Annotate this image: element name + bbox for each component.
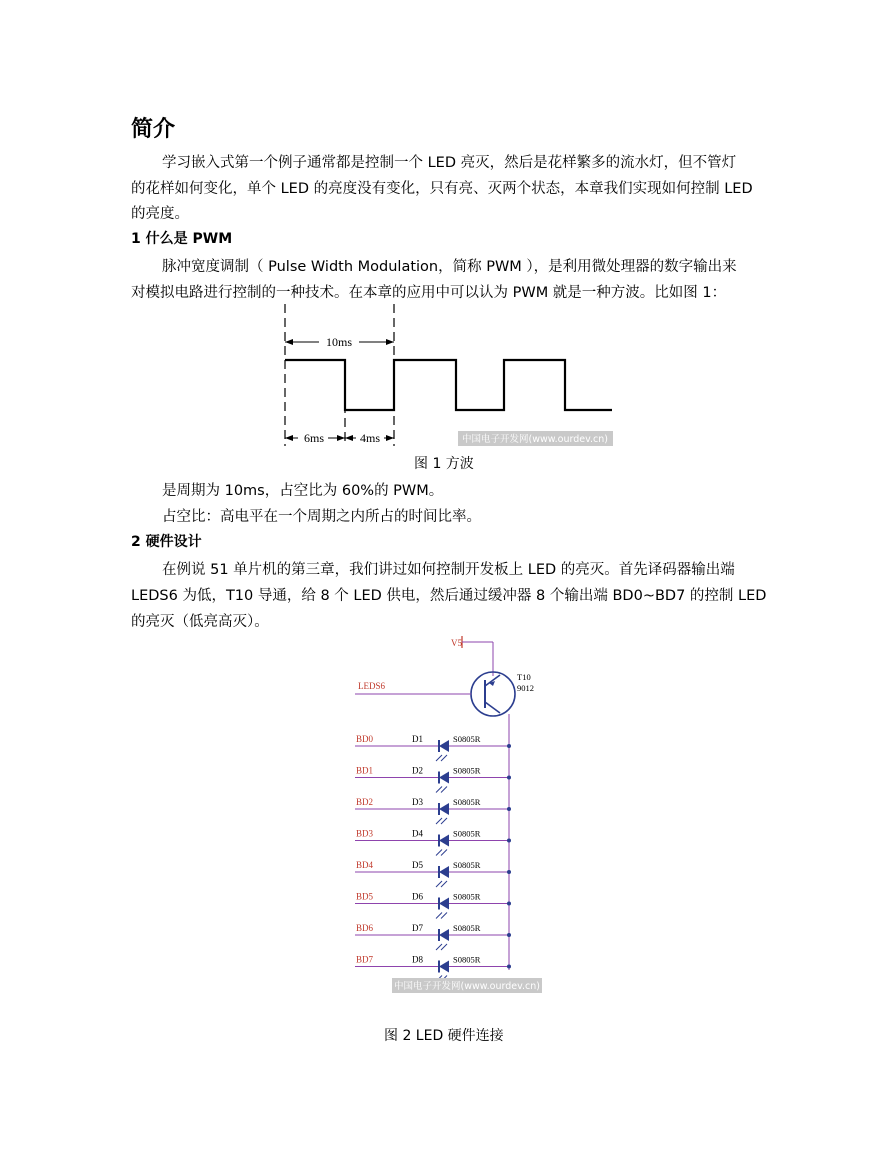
led-ref: D1 (412, 734, 423, 744)
junction-dot (507, 870, 511, 874)
emission-arrow-icon (436, 913, 442, 919)
intro-line-3: 的亮度。 (131, 206, 189, 222)
junction-dot (507, 933, 511, 937)
led-diode-icon (439, 929, 449, 941)
emission-arrow-icon (436, 787, 442, 793)
net-label: BD0 (356, 734, 374, 744)
section-2-line-1: 在例说 51 单片机的第三章，我们讲过如何控制开发板上 LED 的亮灭。首先译码器输出端 (162, 562, 735, 578)
emission-arrow-icon (436, 755, 442, 761)
led-ref: D8 (412, 954, 423, 965)
junction-dot (507, 902, 511, 906)
emission-arrow-icon (436, 850, 442, 856)
led-row (355, 860, 511, 887)
led-part: S0805R (453, 954, 481, 965)
led-diode-icon (439, 772, 449, 784)
led-row (355, 734, 511, 761)
net-label: BD3 (356, 828, 374, 839)
figure-1-caption: 图 1 方波 (414, 456, 474, 472)
supply-label: V5 (451, 638, 462, 648)
net-label: BD1 (356, 765, 374, 776)
section-2-line-3: 的亮灭（低亮高灭）。 (131, 614, 269, 630)
junction-dot (507, 807, 511, 811)
section-2-line-2: LEDS6 为低，T10 导通，给 8 个 LED 供电，然后通过缓冲器 8 个输出端 BD0~BD7 的控制 LED (131, 588, 767, 604)
led-diode-icon (439, 835, 449, 847)
led-row (355, 766, 511, 793)
led-ref: D7 (412, 923, 423, 933)
emission-arrow-icon (436, 818, 442, 824)
led-ref: D6 (412, 891, 423, 902)
figure-1-watermark: 中国电子开发网(www.ourdev.cn) (462, 434, 608, 445)
junction-dot (507, 776, 511, 780)
junction-dot (507, 744, 511, 748)
led-row (355, 829, 511, 856)
section-1-line-2: 对模拟电路进行控制的一种技术。在本章的应用中可以认为 PWM 就是一种方波。比如图 1： (131, 285, 727, 301)
led-row (355, 955, 511, 982)
led-diode-icon (439, 803, 449, 815)
page-title: 简介 (131, 117, 176, 142)
led-ref: D2 (412, 765, 423, 776)
section-1-line-1: 脉冲宽度调制（ Pulse Width Modulation，简称 PWM ），是利用微处理器的数字输出来 (162, 259, 737, 275)
figure-2-caption: 图 2 LED 硬件连接 (384, 1028, 504, 1044)
led-diode-icon (439, 898, 449, 910)
emission-arrow-icon (441, 850, 447, 856)
led-ref: D4 (412, 828, 423, 839)
net-label: BD6 (356, 923, 374, 933)
emission-arrow-icon (441, 818, 447, 824)
net-label: BD7 (356, 954, 374, 965)
emission-arrow-icon (441, 913, 447, 919)
intro-line-1: 学习嵌入式第一个例子通常都是控制一个 LED 亮灭，然后是花样繁多的流水灯，但不管灯 (162, 155, 737, 171)
intro-line-2: 的花样如何变化，单个 LED 的亮度没有变化，只有亮、灭两个状态，本章我们实现如何控制 LED (131, 181, 753, 197)
led-row (355, 923, 511, 950)
led-part: S0805R (453, 797, 481, 807)
emission-arrow-icon (441, 944, 447, 950)
net-label: BD5 (356, 891, 374, 902)
led-diode-icon (439, 740, 449, 752)
net-label: BD4 (356, 860, 374, 870)
emission-arrow-icon (441, 755, 447, 761)
section-1-heading: 1 什么是 PWM (131, 231, 233, 247)
emission-arrow-icon (436, 944, 442, 950)
led-ref: D5 (412, 860, 423, 870)
figure-1-square-wave (276, 300, 616, 450)
led-part: S0805R (453, 828, 481, 839)
led-part: S0805R (453, 860, 481, 870)
led-diode-icon (439, 961, 449, 973)
section-2-heading: 2 硬件设计 (131, 534, 202, 550)
high-time-label: 6ms (303, 431, 325, 445)
figure-2-led-circuit (350, 630, 570, 995)
emission-arrow-icon (441, 787, 447, 793)
period-label: 10ms (325, 335, 353, 349)
control-net-label: LEDS6 (358, 681, 385, 691)
figure-2-watermark: 中国电子开发网(www.ourdev.cn) (394, 981, 540, 992)
transistor-part: 9012 (517, 683, 534, 693)
led-row (355, 892, 511, 919)
low-time-label: 4ms (359, 431, 381, 445)
duty-cycle-line: 占空比：高电平在一个周期之内所占的时间比率。 (162, 509, 481, 525)
net-label: BD2 (356, 797, 374, 807)
transistor-ref: T10 (517, 672, 531, 682)
pwm-definition-line: 是周期为 10ms，占空比为 60%的 PWM。 (162, 483, 444, 499)
led-part: S0805R (453, 923, 481, 933)
led-part: S0805R (453, 891, 481, 902)
led-row (355, 797, 511, 824)
led-ref: D3 (412, 797, 423, 807)
led-diode-icon (439, 866, 449, 878)
emission-arrow-icon (436, 881, 442, 887)
junction-dot (507, 839, 511, 843)
led-part: S0805R (453, 765, 481, 776)
led-part: S0805R (453, 734, 481, 744)
emission-arrow-icon (441, 881, 447, 887)
junction-dot (507, 965, 511, 969)
